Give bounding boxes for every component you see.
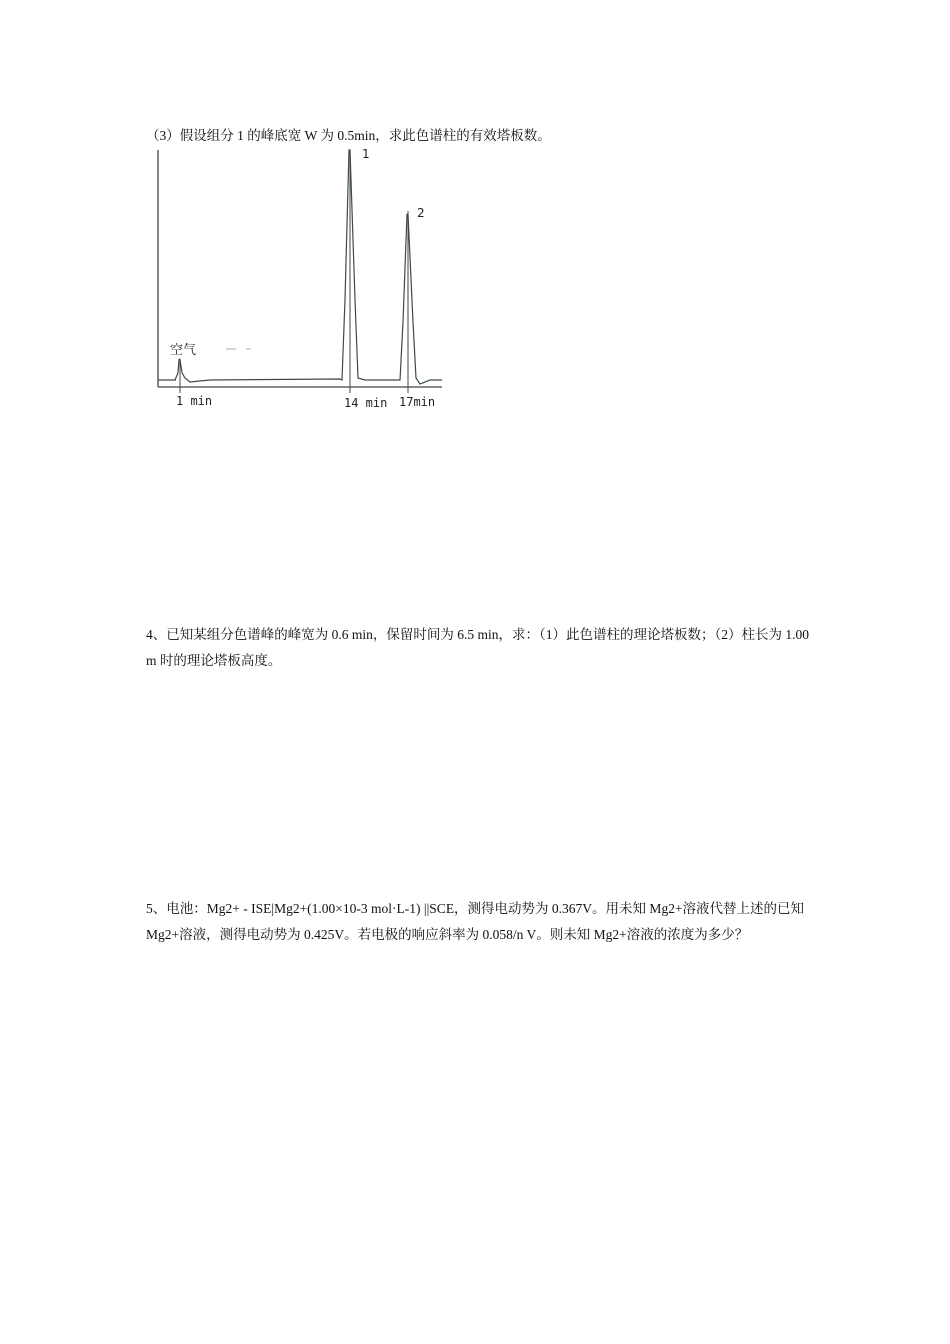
chromatogram-figure xyxy=(150,144,450,416)
question-4: 4、已知某组分色谱峰的峰宽为 0.6 min，保留时间为 6.5 min，求：（1）此色谱柱的理论塔板数；（2）柱长为 1.00 m 时的理论塔板高度。 xyxy=(146,627,810,668)
air-peak-label: 空气 xyxy=(170,343,197,358)
question-5: 5、电池：Mg2+ - ISE|Mg2+(1.00×10-3 mol·L-1) ||SCE，测得电动势为 0.367V。用未知 Mg2+溶液代替上述的已知 Mg2+溶液，测得电动势为 0.425V。若电极的响应斜率为 0.058/n V。则未知 Mg2+溶液的浓度为多少？ xyxy=(146,901,805,942)
x-label-1min: 1 min xyxy=(176,394,213,408)
peak-1-label: 1 xyxy=(362,147,370,161)
peak-2-label: 2 xyxy=(417,206,425,220)
chromatogram-trace xyxy=(158,150,442,384)
x-label-17min: 17min xyxy=(399,395,436,409)
x-label-14min: 14 min xyxy=(344,396,388,410)
chromatogram-plot xyxy=(150,144,450,416)
question-3: （3）假设组分 1 的峰底宽 W 为 0.5min，求此色谱柱的有效塔板数。 xyxy=(146,128,551,143)
